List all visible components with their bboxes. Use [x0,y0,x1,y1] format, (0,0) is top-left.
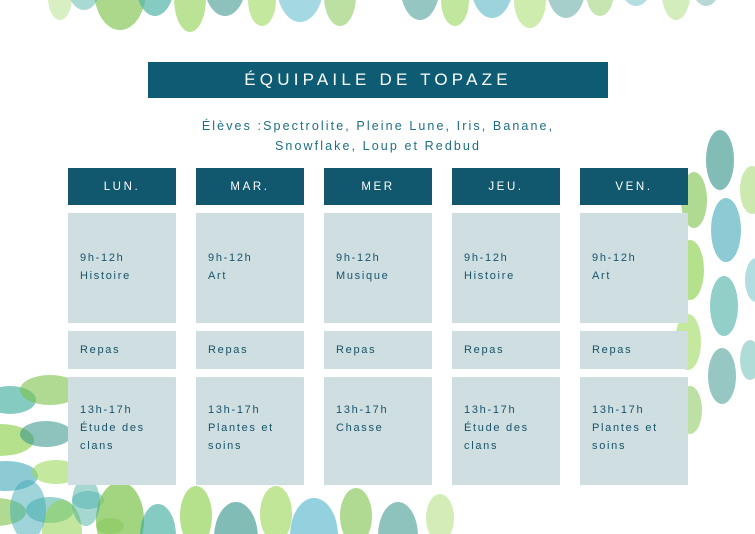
day-header: JEU. [452,168,560,205]
afternoon-slot [196,377,304,485]
morning-subject: Histoire [464,270,515,283]
schedule-grid [68,168,688,485]
page-title-text: ÉQUIPAILE DE TOPAZE [244,70,512,89]
afternoon-slot [324,377,432,485]
afternoon-time: 13h-17h [208,404,261,416]
lunch-slot: Repas [68,331,176,369]
day-column-mercredi [324,168,432,485]
morning-subject: Histoire [80,270,131,283]
afternoon-slot [580,377,688,485]
morning-slot [324,213,432,323]
students-line-1: Élèves :Spectrolite, Pleine Lune, Iris, Banane, [201,119,555,133]
day-header: VEN. [580,168,688,205]
afternoon-time: 13h-17h [336,404,389,416]
day-column-jeudi [452,168,560,485]
day-column-lundi [68,168,176,485]
morning-slot [68,213,176,323]
morning-slot [196,213,304,323]
morning-time: 9h-12h [208,252,253,264]
morning-time: 9h-12h [80,252,125,264]
afternoon-time: 13h-17h [592,404,645,416]
afternoon-time: 13h-17h [80,404,133,416]
afternoon-subject: Étude des clans [464,422,529,453]
day-column-vendredi [580,168,688,485]
lunch-slot: Repas [452,331,560,369]
lunch-slot: Repas [580,331,688,369]
morning-subject: Art [208,270,228,283]
morning-time: 9h-12h [592,252,637,264]
afternoon-slot [68,377,176,485]
morning-time: 9h-12h [336,252,381,264]
afternoon-subject: Plantes et soins [592,422,658,453]
lunch-slot: Repas [324,331,432,369]
day-column-mardi [196,168,304,485]
students-line-2: Snowflake, Loup et Redbud [274,139,482,153]
afternoon-subject: Plantes et soins [208,422,274,453]
morning-subject: Musique [336,270,390,283]
morning-slot [452,213,560,323]
page-title [148,62,608,98]
day-header: LUN. [68,168,176,205]
lunch-slot: Repas [196,331,304,369]
day-header: MAR. [196,168,304,205]
afternoon-slot [452,377,560,485]
students-subtitle [118,116,638,156]
afternoon-time: 13h-17h [464,404,517,416]
morning-time: 9h-12h [464,252,509,264]
morning-subject: Art [592,270,612,283]
afternoon-subject: Étude des clans [80,422,145,453]
morning-slot [580,213,688,323]
afternoon-subject: Chasse [336,422,384,435]
day-header: MER [324,168,432,205]
